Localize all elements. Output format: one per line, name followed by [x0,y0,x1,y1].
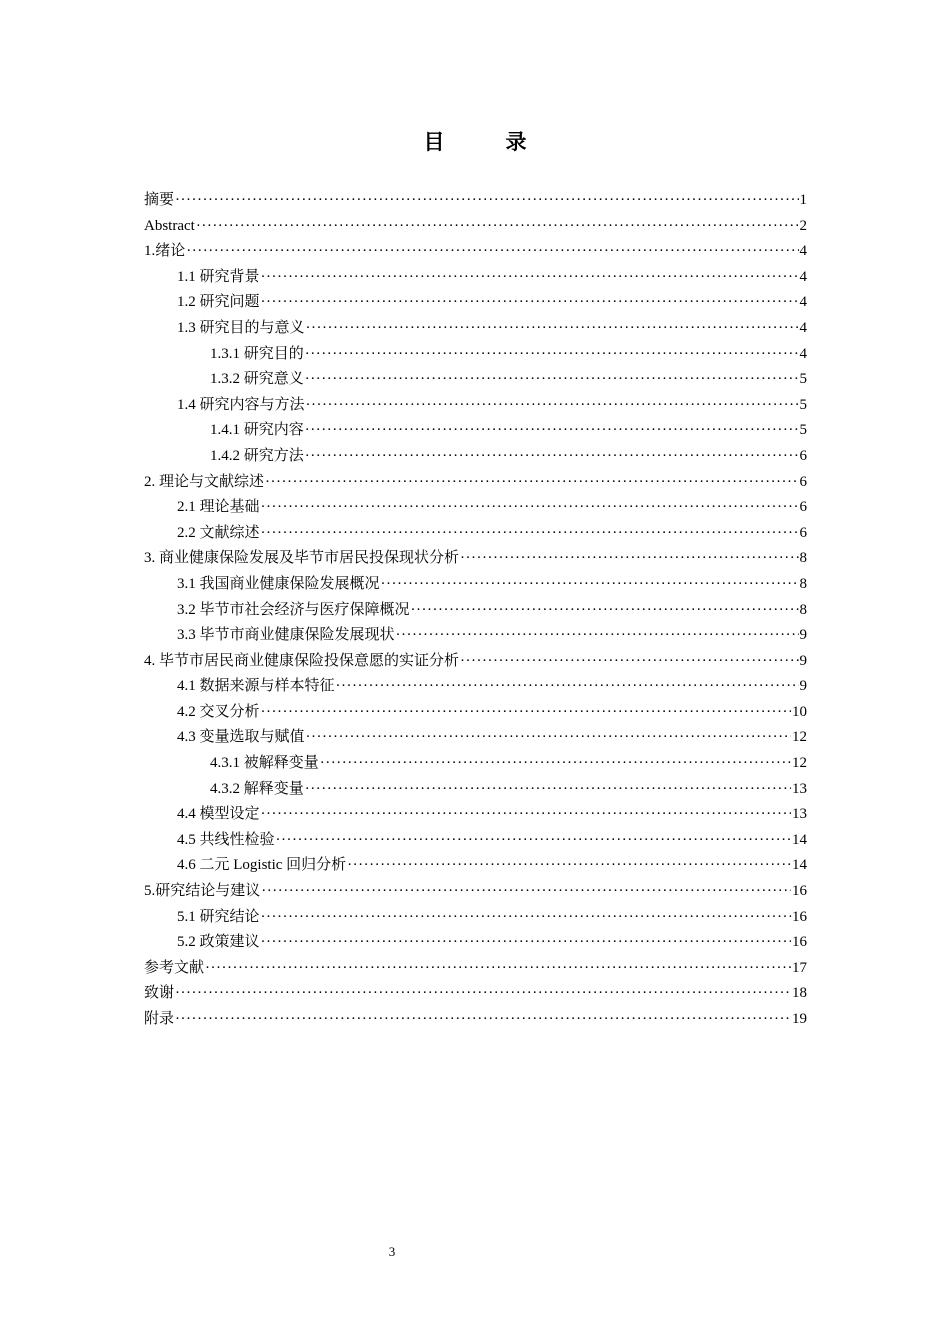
toc-entry[interactable] [144,393,807,419]
toc-entry[interactable] [144,495,807,521]
toc-entry-label: 摘要 [144,192,175,208]
toc-entry-page: 6 [799,499,807,516]
toc-entry-page: 8 [799,550,807,567]
toc-entry-page: 18 [792,985,807,1002]
toc-entry[interactable] [144,777,807,803]
toc-entry[interactable] [144,290,807,316]
toc-entry-page: 12 [792,729,807,746]
toc-entry-label: 2.2 文献综述 [177,524,260,541]
toc-entry[interactable] [144,828,807,854]
toc-dot-leader [196,214,799,240]
toc-entry[interactable] [144,905,807,931]
toc-dot-leader [261,930,791,956]
toc-entry-page: 6 [799,447,807,464]
toc-entry-page: 19 [792,1011,807,1027]
toc-entry-label: 4.4 模型设定 [177,806,260,823]
toc-entry-label: 4.6 二元 Logistic 回归分析 [177,857,347,874]
toc-entry[interactable] [144,700,807,726]
toc-entry-page: 8 [799,575,807,592]
toc-entry-label: 1.绪论 [144,243,186,260]
toc-entry[interactable] [144,853,807,879]
toc-entry[interactable] [144,879,807,905]
toc-entry[interactable] [144,316,807,342]
toc-dot-leader [305,777,791,803]
toc-entry-page: 16 [792,908,807,925]
toc-entry[interactable] [144,623,807,649]
table-of-contents [144,188,807,1033]
toc-entry-label: 5.1 研究结论 [177,908,260,925]
toc-entry-label: 1.1 研究背景 [177,268,260,285]
toc-entry-page: 17 [792,959,807,976]
toc-entry-label: 参考文献 [144,959,205,976]
toc-entry-label: 4.3 变量选取与赋值 [177,729,305,746]
toc-entry-page: 5 [799,396,807,413]
toc-dot-leader [261,290,799,316]
toc-entry[interactable] [144,470,807,496]
toc-entry-label: 1.4.2 研究方法 [210,447,304,464]
toc-entry-label: 2.1 理论基础 [177,499,260,516]
toc-entry[interactable] [144,598,807,624]
toc-entry-page: 6 [799,473,807,490]
toc-entry[interactable] [144,265,807,291]
toc-entry[interactable] [144,725,807,751]
toc-entry[interactable] [144,930,807,956]
toc-entry[interactable] [144,188,807,214]
toc-dot-leader [381,572,799,598]
toc-entry-page: 16 [792,883,807,900]
toc-entry-page: 16 [792,934,807,951]
toc-dot-leader [261,879,791,905]
toc-entry-label: 5.2 政策建议 [177,934,260,951]
toc-entry-page: 4 [799,268,807,285]
toc-dot-leader [460,546,798,572]
toc-entry-label: 2. 理论与文献综述 [144,473,265,490]
toc-entry-page: 10 [792,703,807,720]
toc-dot-leader [336,674,799,700]
toc-dot-leader [306,725,791,751]
toc-entry[interactable] [144,674,807,700]
toc-entry-label: 3. 商业健康保险发展及毕节市居民投保现状分析 [144,550,460,567]
toc-dot-leader [305,418,799,444]
toc-entry-page: 8 [799,601,807,618]
toc-entry-page: 5 [799,371,807,388]
toc-entry-label: 3.3 毕节市商业健康保险发展现状 [177,627,395,644]
toc-entry-page: 13 [792,806,807,823]
toc-dot-leader [305,367,799,393]
toc-dot-leader [347,853,791,879]
toc-entry-page: 4 [799,319,807,336]
toc-dot-leader [261,905,791,931]
toc-dot-leader [276,828,791,854]
toc-entry-label: 1.3.2 研究意义 [210,371,304,388]
toc-entry[interactable] [144,546,807,572]
toc-dot-leader [306,316,799,342]
toc-entry-page: 4 [799,294,807,311]
toc-entry-label: 1.4 研究内容与方法 [177,396,305,413]
toc-entry-label: 4.2 交叉分析 [177,703,260,720]
toc-entry-page: 13 [792,780,807,797]
toc-entry[interactable] [144,444,807,470]
toc-entry-page: 4 [799,243,807,260]
toc-entry[interactable] [144,1007,807,1033]
toc-entry-label: 1.3.1 研究目的 [210,345,304,362]
toc-entry-label: 3.1 我国商业健康保险发展概况 [177,575,380,592]
toc-entry-page: 5 [799,422,807,439]
toc-entry-label: 4.1 数据来源与样本特征 [177,678,335,695]
toc-dot-leader [175,188,798,214]
toc-entry[interactable] [144,521,807,547]
toc-entry-label: 1.3 研究目的与意义 [177,319,305,336]
page-number: 3 [388,1244,396,1259]
toc-dot-leader [261,521,799,547]
toc-entry-page: 4 [799,345,807,362]
toc-entry-page: 1 [799,192,807,208]
toc-entry-label: 致谢 [144,985,175,1002]
toc-entry-label: 3.2 毕节市社会经济与医疗保障概况 [177,601,410,618]
toc-entry-label: 4.5 共线性检验 [177,831,275,848]
toc-entry-label: Abstract [144,217,195,234]
toc-entry-label: 4.3.1 被解释变量 [210,755,319,772]
toc-entry-label: 1.2 研究问题 [177,294,260,311]
toc-entry-label: 4. 毕节市居民商业健康保险投保意愿的实证分析 [144,652,460,669]
toc-entry[interactable] [144,418,807,444]
page-title: 目 录 [423,130,547,154]
toc-dot-leader [261,495,799,521]
toc-dot-leader [305,444,799,470]
toc-entry-label: 5.研究结论与建议 [144,883,261,900]
toc-dot-leader [306,393,799,419]
toc-dot-leader [320,751,791,777]
toc-entry[interactable] [144,956,807,982]
toc-dot-leader [175,1007,791,1033]
toc-entry[interactable] [144,981,807,1007]
toc-entry-page: 14 [792,831,807,848]
toc-dot-leader [261,265,799,291]
toc-entry-label: 附录 [144,1011,175,1027]
toc-entry[interactable] [144,342,807,368]
toc-entry-label: 4.3.2 解释变量 [210,780,304,797]
toc-dot-leader [175,981,791,1007]
toc-dot-leader [186,239,798,265]
toc-entry-page: 9 [799,627,807,644]
toc-dot-leader [205,956,791,982]
toc-entry-page: 12 [792,755,807,772]
toc-entry-page: 2 [799,217,807,234]
toc-dot-leader [411,598,799,624]
toc-entry[interactable] [144,802,807,828]
toc-entry[interactable] [144,649,807,675]
toc-entry-page: 9 [799,652,807,669]
toc-dot-leader [396,623,799,649]
toc-dot-leader [261,802,791,828]
toc-dot-leader [305,342,799,368]
toc-dot-leader [265,470,798,496]
toc-entry[interactable] [144,239,807,265]
toc-entry[interactable] [144,367,807,393]
toc-entry-page: 6 [799,524,807,541]
toc-dot-leader [460,649,798,675]
toc-entry-page: 14 [792,857,807,874]
toc-entry-label: 1.4.1 研究内容 [210,422,304,439]
toc-dot-leader [261,700,791,726]
toc-entry[interactable] [144,751,807,777]
toc-entry[interactable] [144,214,807,240]
toc-entry[interactable] [144,572,807,598]
toc-entry-page: 9 [799,678,807,695]
